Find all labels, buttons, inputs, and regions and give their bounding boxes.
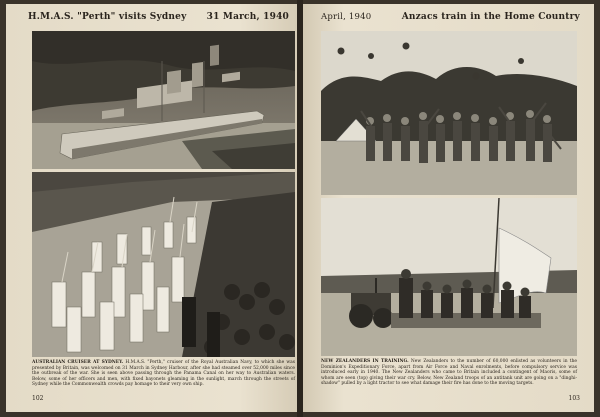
warship-photo — [32, 31, 295, 169]
left-page — [6, 4, 297, 412]
marching-sailors-photo — [32, 172, 295, 357]
sailors-parade-image — [32, 172, 295, 357]
tractor-sledge-image — [321, 198, 577, 356]
right-header-date: April, 1940 — [321, 12, 372, 22]
left-header-date: 31 March, 1940 — [206, 12, 289, 22]
maori-war-cry-photo — [321, 31, 577, 195]
left-header-title: H.M.A.S. "Perth" visits Sydney — [28, 12, 187, 22]
right-caption-text: New Zealanders to the number of 60,000 enlisted as volunteers in the Dominion's Expeditionary Force, apart from Air Force and Naval enrolments, before compulsory service was introduced early in 1940. The New Zealanders who came to Britain included a contingent of Maoris, some of whom are seen (top) giving their war cry. Below, New Zealand troops of an antitank unit are going on a "dinghi-shadow" pulled by a light tractor to see what damage their fire has done to the moving targets. — [321, 359, 577, 387]
antitank-unit-photo — [321, 198, 577, 356]
left-caption-heading: AUSTRALIAN CRUISER AT SYDNEY. — [32, 360, 124, 365]
right-caption — [321, 359, 577, 387]
left-caption — [32, 360, 295, 388]
war-cry-image — [321, 31, 577, 195]
right-header-title: Anzacs train in the Home Country — [401, 12, 580, 22]
left-page-number: 102 — [32, 395, 44, 402]
warship-image — [32, 31, 295, 169]
right-page — [303, 4, 594, 412]
right-caption-heading: NEW ZEALANDERS IN TRAINING. — [321, 359, 409, 364]
right-page-number: 103 — [568, 395, 580, 402]
left-caption-text: H.M.A.S. "Perth," cruiser of the Royal Australian Navy, to which she was presented by Britain, was welcomed on 31 March in Sydney Harbour, after she had steamed over 52,000 miles since the outbreak of the war. She is seen above passing through the Panama Canal on her way to Australian waters. Below, some of her officers and men, with fixed bayonets gleaming in the sunlight, march through the streets of Sydney while the Commonwealth crowds pay homage to their very own ship. — [32, 360, 295, 388]
